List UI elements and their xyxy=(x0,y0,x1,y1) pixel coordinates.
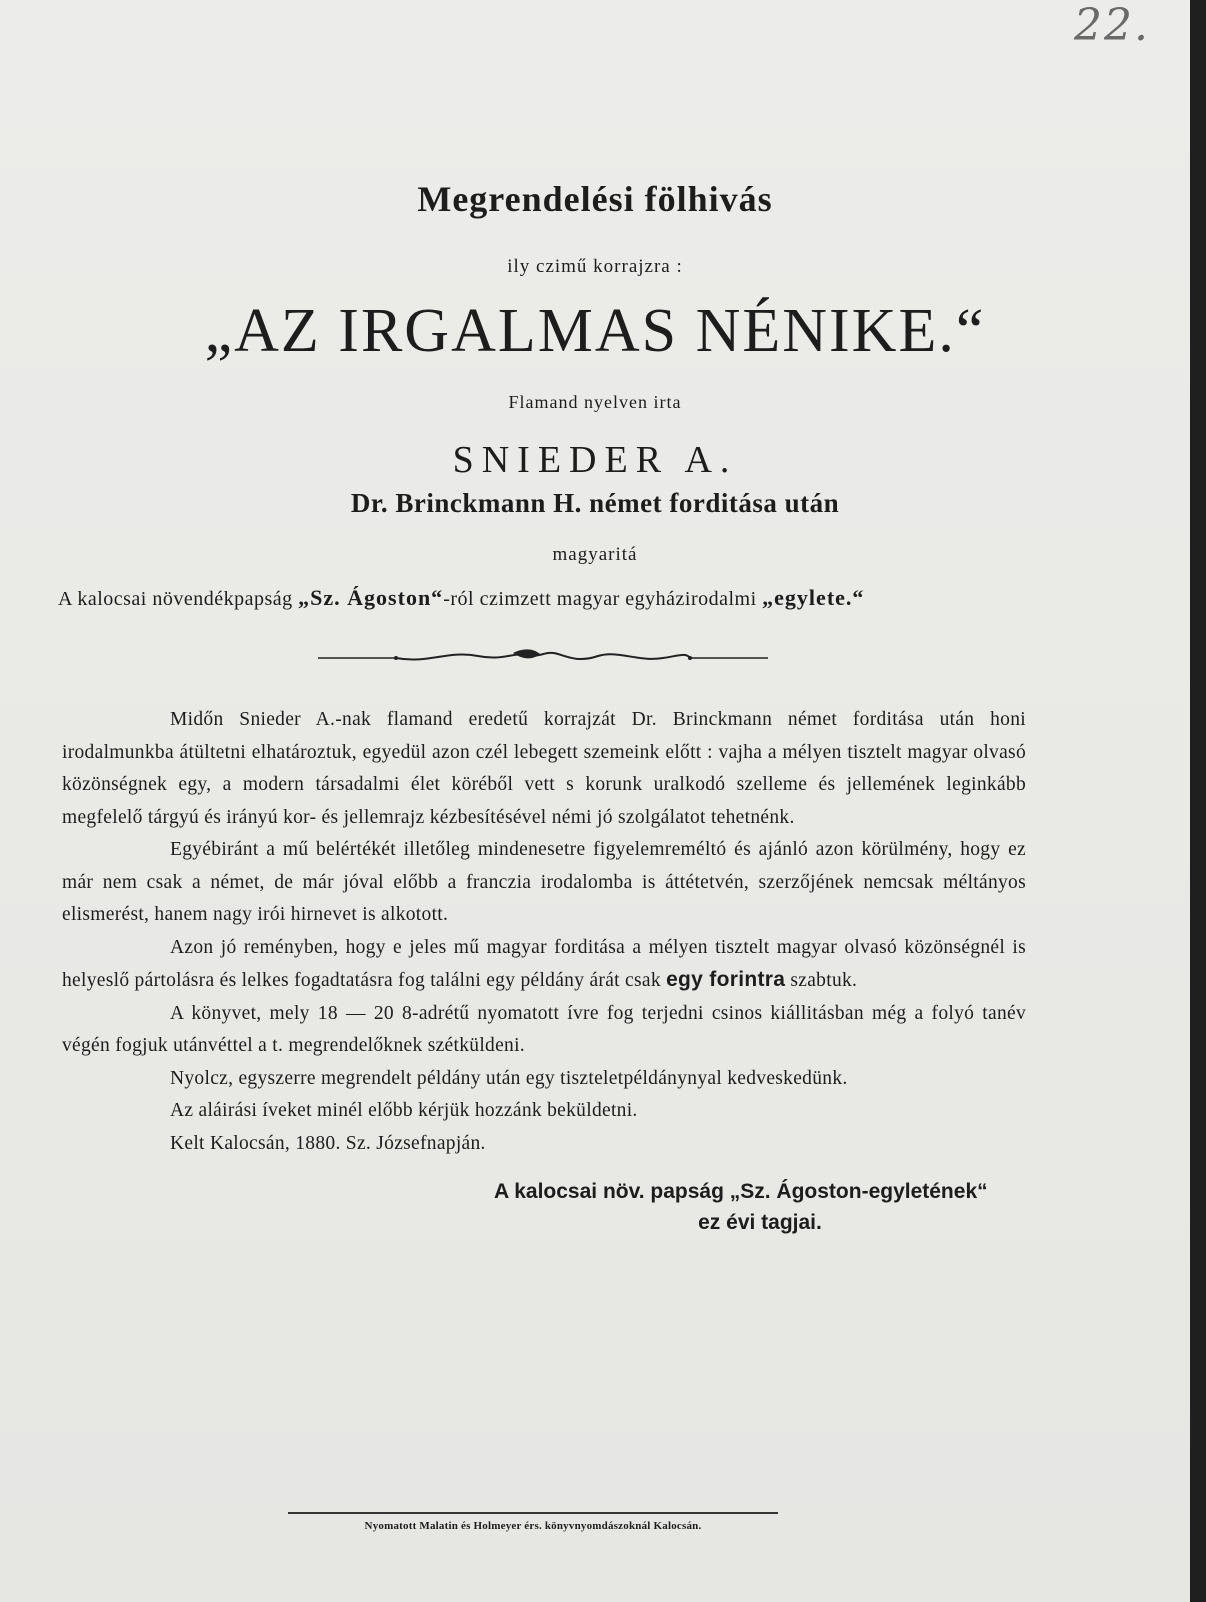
paragraph-3 xyxy=(62,932,1026,998)
society-mid: -ról czimzett magyar egyházirodalmi xyxy=(443,588,763,610)
paragraph-1: Midőn Snieder A.-nak flamand eredetű korrajzát Dr. Brinckmann német forditása után honi irodalmunkba átültetni elhatároztuk, egyedül azon czél lebegett szemeink előtt : vajha a mélyen tisztelt magyar olvasó közönségnek egy, a modern társadalmi élet köréből vett s korunk uralkodó szelleme és jellemének leginkább megfelelő tárgyú és irányú kor- és jellemrajz kézbesítésével némi jó szolgálatot tehetnénk. xyxy=(62,709,1026,828)
translator-line: Dr. Brinckmann H. német forditása után xyxy=(350,488,840,518)
society-line xyxy=(58,585,1008,611)
price-emphasis: egy forintra xyxy=(666,968,786,991)
society-suffix: „egylete.“ xyxy=(762,585,865,610)
page-edge xyxy=(1190,0,1206,1602)
notice-subtitle: ily czimű korrajzra : xyxy=(507,256,683,277)
paragraph-2: Egyébiránt a mű belértékét illetőleg mindenesetre figyelemreméltó és ajánló azon körülmény, hogy ez már nem csak a német, de már jóval előbb a franczia irodalomba is áttétetvén, szerzőjének nemcsak méltányos elismerést, hanem nagy irói hirnevet is alkotott. xyxy=(62,839,1026,925)
printer-imprint: Nyomatott Malatin és Holmeyer érs. könyvnyomdászoknál Kalocsán. xyxy=(364,1520,702,1532)
translated-by: magyaritá xyxy=(552,544,638,565)
footer-rule xyxy=(288,1512,778,1514)
paragraph-3-start: Azon jó reményben, hogy e jeles mű magyar forditása a mélyen tisztelt magyar olvasó közönségnél is helyeslő pártolásra és lelkes fogadtatásra fog találni egy példány árát csak xyxy=(62,936,1026,991)
signature-line-2: ez évi tagjai. xyxy=(698,1211,822,1234)
paragraph-7: Kelt Kalocsán, 1880. Sz. Józsefnapján. xyxy=(170,1132,486,1154)
paragraph-4: A könyvet, mely 18 — 20 8-adrétű nyomatott ívre fog terjedni csinos kiállitásban még a folyó tanév végén fogjuk utánvéttel a t. megrendelőknek szétküldeni. xyxy=(62,1002,1026,1056)
author-name: SNIEDER A. xyxy=(452,439,738,481)
society-prefix: A kalocsai növendékpapság xyxy=(58,588,299,610)
society-name: „Sz. Ágoston“ xyxy=(298,585,444,610)
paragraph-6: Az aláirási íveket minél előbb kérjük hozzánk beküldetni. xyxy=(170,1100,638,1121)
signature-block xyxy=(470,1176,1050,1238)
page-number: 22. xyxy=(1074,0,1150,51)
paragraph-3-end: szabtuk. xyxy=(785,970,858,991)
paragraph-5: Nyolcz, egyszerre megrendelt példány után egy tiszteletpéldánynyal kedveskedünk. xyxy=(170,1067,848,1089)
language-line: Flamand nyelven irta xyxy=(508,392,682,412)
book-title: „AZ IRGALMAS NÉNIKE.“ xyxy=(204,297,986,365)
ornament-divider xyxy=(318,640,768,676)
notice-title: Megrendelési fölhivás xyxy=(417,179,773,219)
signature-line-1: A kalocsai növ. papság „Sz. Ágoston-egyletének“ xyxy=(494,1180,988,1203)
body-text xyxy=(62,704,1026,1160)
